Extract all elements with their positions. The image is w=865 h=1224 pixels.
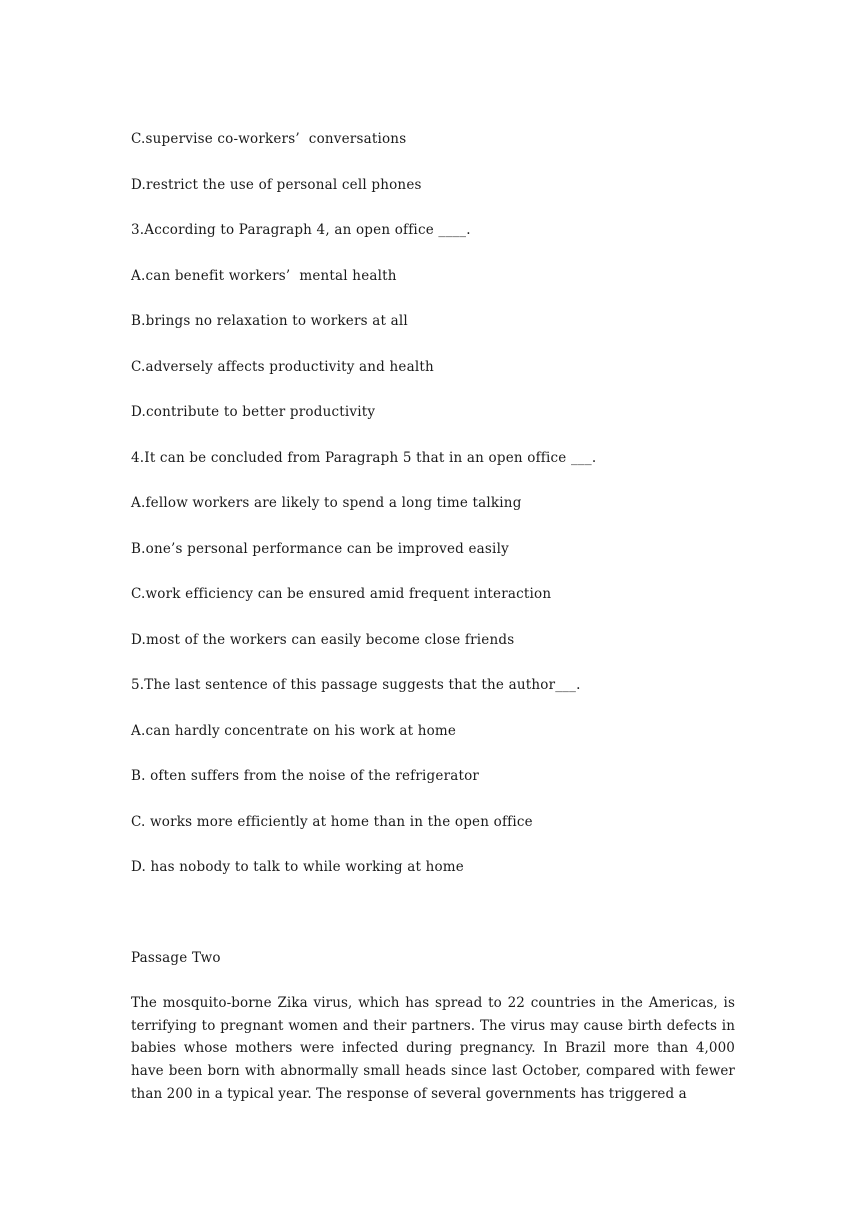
option-3c: C.adversely affects productivity and health xyxy=(131,359,434,375)
option-4b: B.one’s personal performance can be improved easily xyxy=(131,541,509,557)
option-3a: A.can benefit workers’ mental health xyxy=(131,268,397,284)
option-3b: B.brings no relaxation to workers at all xyxy=(131,313,408,329)
option-4a: A.fellow workers are likely to spend a long time talking xyxy=(131,495,522,511)
option-4d: D.most of the workers can easily become close friends xyxy=(131,632,515,648)
option-2c: C.supervise co-workers’ conversations xyxy=(131,131,407,147)
option-4c: C.work efficiency can be ensured amid frequent interaction xyxy=(131,586,552,602)
question-3: 3.According to Paragraph 4, an open office ____. xyxy=(131,222,471,238)
passage-paragraph: The mosquito-borne Zika virus, which has spread to 22 countries in the Americas, is terrifying to pregnant women and their partners. The virus may cause birth defects in babies whose mothers were infected during pregnancy. In Brazil more than 4,000 have been born with abnormally small heads since last October, compared with fewer than 200 in a typical year. The response of several governments has triggered a xyxy=(131,995,735,1102)
question-4: 4.It can be concluded from Paragraph 5 that in an open office ___. xyxy=(131,450,597,466)
option-5d: D. has nobody to talk to while working at home xyxy=(131,859,464,875)
option-3d: D.contribute to better productivity xyxy=(131,404,376,420)
option-5b: B. often suffers from the noise of the refrigerator xyxy=(131,768,480,784)
option-2d: D.restrict the use of personal cell phones xyxy=(131,177,422,193)
option-5c: C. works more efficiently at home than in the open office xyxy=(131,814,533,830)
option-5a: A.can hardly concentrate on his work at home xyxy=(131,723,457,739)
question-5: 5.The last sentence of this passage suggests that the author___. xyxy=(131,677,581,693)
passage-title: Passage Two xyxy=(131,950,221,966)
